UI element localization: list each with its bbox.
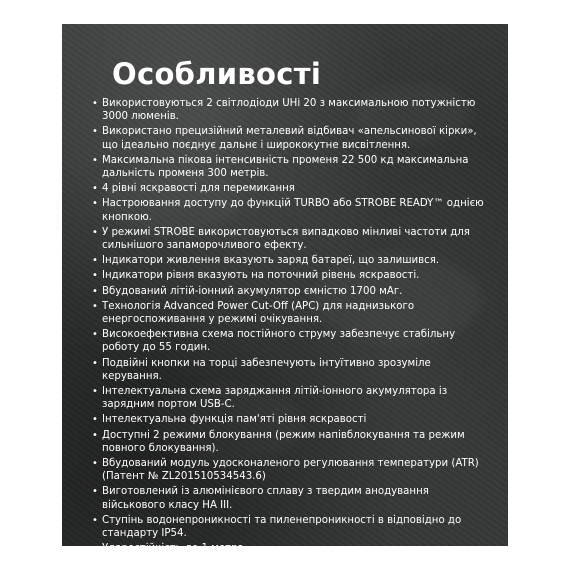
list-item (92, 300, 492, 326)
feature-text: Ступінь водонепроникності та пиленепроникності в відповідно до стандарту IP54. (102, 514, 462, 540)
feature-text: Індикатори живлення вказують заряд батареї, що залишився. (102, 255, 440, 267)
list-item (92, 154, 492, 180)
list-item (92, 197, 492, 223)
feature-text: Інтелектуальна схема заряджання літій-іонного акумулятора із зарядним портом USB-C. (102, 386, 448, 411)
list-item (92, 514, 492, 540)
feature-text: Виготовлений із алюмінієвого сплаву з твердим анодування військового класу HA III. (102, 486, 429, 511)
bullet-icon: • (92, 329, 98, 341)
bullet-icon: • (92, 486, 98, 498)
feature-text: Подвійні кнопки на торці забезпечують інтуїтивно зрозуміле керування. (102, 357, 431, 382)
feature-text: Вбудований модуль удосконаленого регулювання температури (ATR) (Патент № ZL201510534543.6) (102, 458, 479, 483)
list-item (92, 429, 492, 455)
list-item (92, 385, 492, 411)
list-item (92, 542, 492, 555)
bullet-icon: • (92, 414, 98, 426)
features-list (92, 97, 492, 558)
bullet-icon: • (92, 255, 98, 267)
feature-text: Максимальна пікова інтенсивність променя 22 500 кд максимальна дальність променя 300 метрів. (102, 154, 469, 180)
list-item (92, 357, 492, 383)
list-item (92, 413, 492, 426)
feature-text: Індикатори рівня вказують на поточний рівень яскравості. (102, 270, 420, 282)
feature-text: Високоефективна схема постійного струму забезпечує стабільну роботу до 55 годин. (102, 329, 456, 354)
feature-text: Використано прецизійний металевий відбивач «апельсинової кірки», що ідеально поєднує дальнє і ширококутне висвітлення. (102, 126, 477, 151)
bullet-icon: • (92, 183, 98, 195)
list-item (92, 226, 492, 252)
list-item (92, 125, 492, 151)
feature-text: 4 рівні яскравості для перемикання (102, 183, 295, 195)
list-item (92, 97, 492, 123)
feature-panel (62, 24, 508, 555)
page-title: Особливості (112, 57, 322, 91)
list-item (92, 328, 492, 354)
list-item (92, 285, 492, 298)
list-item (92, 269, 492, 282)
bullet-icon: • (92, 154, 98, 166)
list-item (92, 457, 492, 483)
bullet-icon: • (92, 198, 98, 210)
bullet-icon: • (92, 386, 98, 398)
bullet-icon: • (92, 543, 98, 555)
list-item (92, 254, 492, 267)
bullet-icon: • (92, 429, 98, 441)
bullet-icon: • (92, 458, 98, 470)
bullet-icon: • (92, 300, 98, 312)
bullet-icon: • (92, 226, 98, 238)
feature-text: Використовуються 2 світлодіоди UHi 20 з максимальною потужністю 3000 люменів. (102, 98, 476, 123)
feature-text: Ударостійкість до 1 метра. (102, 543, 248, 555)
bullet-icon: • (92, 270, 98, 282)
feature-text: Технологія Advanced Power Cut-Off (APC) для наднизького енергоспоживання у режимі очікування. (102, 300, 415, 326)
feature-text: Доступні 2 режими блокування (режим напівблокування та режим повного блокування). (102, 429, 465, 454)
feature-text: Настроювання доступу до функцій TURBO або STROBE READY™ однією кнопкою. (102, 198, 484, 223)
feature-text: У режимі STROBE використовуються випадково мінливі частоти для сильнішого запаморочливого ефекту. (102, 226, 470, 252)
bullet-icon: • (92, 514, 98, 526)
bullet-icon: • (92, 126, 98, 138)
list-item (92, 182, 492, 195)
list-item (92, 485, 492, 511)
bullet-icon: • (92, 98, 98, 109)
bullet-icon: • (92, 285, 98, 297)
bullet-icon: • (92, 357, 98, 369)
feature-text: Вбудований літій-іонний акумулятор ємністю 1700 мАг. (102, 285, 403, 297)
feature-text: Інтелектуальна функція пам'яті рівня яскравості (102, 414, 367, 426)
